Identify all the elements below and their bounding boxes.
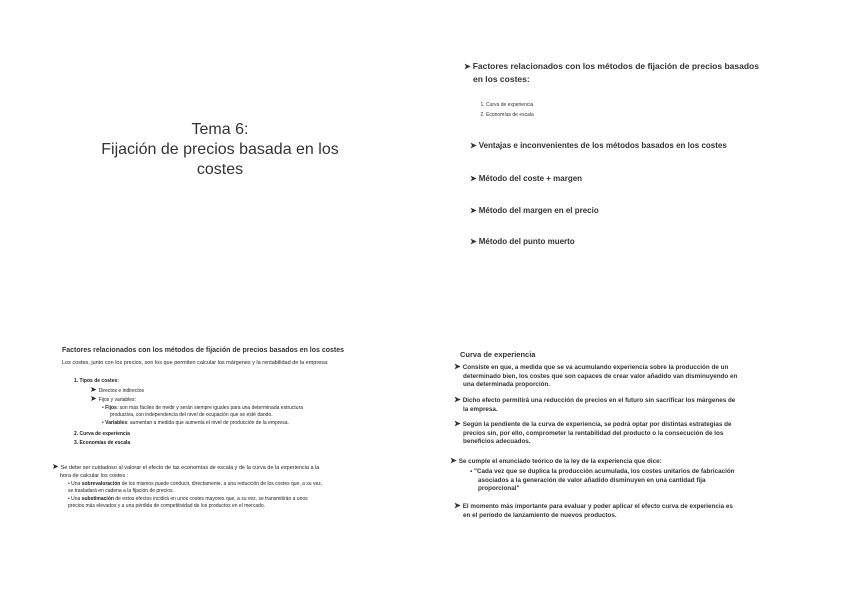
arrow-icon [454,364,463,371]
index-heading: ➤ Factores relacionados con los métodos de fijación de precios basados en los costes: [464,60,794,85]
list-item: 2. Economías de escala [486,110,534,120]
slide-title-text [60,120,380,180]
list-item: • Una substimación de estos efectos incidirá en unos costes mayores que, a su vez, se transmitirán a unos [68,495,308,502]
index-item: ➤ Método del margen en el precio [470,206,599,215]
index-item: ➤ Método del coste + margen [470,174,582,183]
list-item: • Una sobrevaloración de los mismos puede conducir, directamente, a una reducción de los costes que, a su vez, [68,481,323,487]
arrow-icon [454,397,463,404]
title-line-3: costes [196,161,244,178]
slide-index [424,0,848,300]
list-item: productiva, con independencia del nivel de ocupación que se esté dando. [110,412,273,419]
list-item: se trasladará en cadena a la fijación de precios. [68,488,174,495]
arrow-icon [454,421,463,428]
factors-note: ➤ Se debe ser cuidadoso al valorar el efecto de las economías de escala y de la curva de la experiencia a la hora de calcular los costes : [52,463,392,480]
arrow-icon [470,174,479,183]
list-item: 3. Economías de escala [74,440,131,447]
index-item: ➤ Método del punto muerto [470,237,575,246]
slide-title [0,0,424,300]
factors-subnotes [66,481,386,511]
list-item: • Fijos: son más fáciles de medir y serán siempre iguales para una determinada estructura [102,404,304,411]
experience-paragraph: ➤ El momento más importante para evaluar y poder aplicar el efecto curva de experiencia es en el período de lanzamiento de nuevos productos. [454,502,804,520]
slide-factors [0,300,424,599]
title-line-2: Fijación de precios basada en los [101,141,339,158]
arrow-icon [90,397,99,403]
arrow-icon [470,141,479,150]
arrow-icon [464,61,473,71]
experience-paragraph: ➤ Consiste en que, a medida que se va acumulando experiencia sobre la producción de un determinado bien, los costes que son capaces de crear valor añadido van disminuyendo en una determinada proporción. [454,363,804,390]
arrow-icon [454,503,463,510]
index-sublist [476,100,534,120]
arrow-icon [450,458,459,465]
list-item: precios más elevados y a una pérdida de competitividad de los productos en el mercado. [68,503,266,510]
list-item: ➤ Fijos y variables: [62,395,372,405]
slide-experience-curve [424,300,848,599]
experience-quote: ▪ "Cada vez que se duplica la producción acumulada, los costes unitarios de fabricación asociados a la generación de valor añadido disminuyen en una cantidad fija proporcional" [470,468,735,493]
arrow-icon [90,388,99,394]
arrow-icon [52,465,61,471]
list-item: • Variables: aumentan a medida que aumenta el nivel de producción de la empresa. [102,419,289,426]
arrow-icon [470,237,479,246]
factors-intro: Los costes, junto con los precios, son los que permiten calcular los márgenes y la rentabilidad de la empresa: [62,360,329,366]
experience-heading: Curva de experiencia [460,350,536,359]
list-item: ➤ Directos e indirectos [62,386,372,396]
list-item: 1. Curva de experiencia [486,100,534,110]
experience-paragraph: ➤ Según la pendiente de la curva de experiencia, se podrá optar por distintas estrategias de precios sin, por ello, comprometer la rentabilidad del producto o la consecución de los beneficios adecuados. [454,420,804,447]
index-item: ➤ Ventajas e inconvenientes de los métodos basados en los costes [470,141,727,150]
factors-heading: Factores relacionados con los métodos de fijación de precios basados en los costes [62,347,345,354]
list-item: 1. Tipos de costes: [74,378,119,384]
experience-paragraph: ➤ Dicho efecto permitirá una reducción de precios en el futuro sin sacrificar los márgenes de la empresa. [454,396,804,414]
title-line-1: Tema 6: [191,121,249,138]
experience-paragraph: ➤ Se cumple el enunciado teórico de la ley de la experiencia que dice: [450,457,800,467]
list-item: 2. Curva de experiencia [74,430,130,437]
arrow-icon [470,206,479,215]
factors-list [62,378,372,448]
